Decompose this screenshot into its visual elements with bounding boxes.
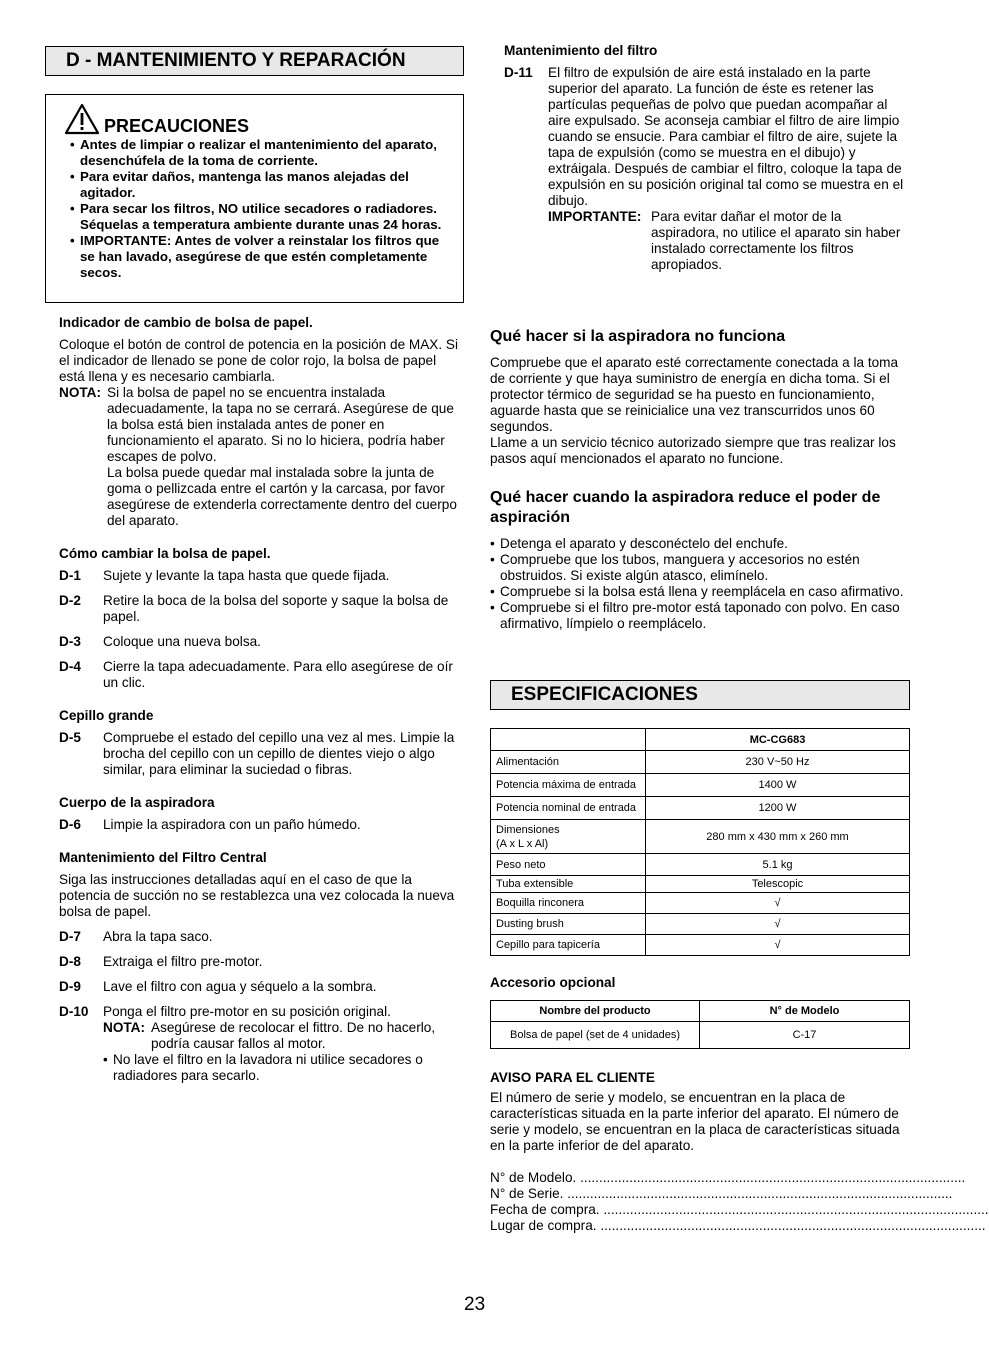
step-code: D-2: [59, 593, 81, 608]
table-row: [491, 751, 910, 774]
table-row: [491, 797, 910, 820]
indicator-text: Coloque el botón de control de potencia en la posición de MAX. Si el indicador de llenado se pone de color rojo, la bolsa de papel está llena y es necesario cambiarla.: [59, 337, 459, 384]
step-d11: [504, 65, 910, 273]
step-d10: [59, 1004, 459, 1084]
table-cell: Telescopic: [646, 876, 910, 893]
step-code: D-4: [59, 659, 81, 674]
field-line: N° de Serie. ......................................................................................................: [490, 1186, 953, 1201]
table-row: [491, 893, 910, 914]
indicator-title: Indicador de cambio de bolsa de papel.: [59, 315, 313, 330]
reduced-suction-title: Qué hacer cuando la aspiradora reduce el poder de aspiración: [490, 489, 881, 526]
central-filter-title: Mantenimiento del Filtro Central: [59, 850, 267, 865]
table-cell: [491, 729, 646, 751]
step-code: D-7: [59, 929, 81, 944]
step-text: Compruebe el estado del cepillo una vez al mes. Limpie la brocha del cepillo con un cepillo de dientes viejo o algo similar, para eliminar la suciedad o fibras.: [103, 730, 455, 777]
precautions-box: [45, 94, 464, 303]
not-working-title: Qué hacer si la aspiradora no funciona: [490, 328, 786, 345]
table-cell: 1400 W: [646, 774, 910, 797]
body-section: [59, 795, 459, 833]
step-text: Retire la boca de la bolsa del soporte y saque la bolsa de papel.: [103, 593, 449, 624]
list-item: • Antes de limpiar o realizar el mantenimiento del aparato, desenchúfela de la toma de corriente.: [70, 137, 437, 168]
list-item: • IMPORTANTE: Antes de volver a reinstalar los filtros que se han lavado, asegúrese de que estén completamente secos.: [70, 233, 440, 280]
step-code: D-3: [59, 634, 81, 649]
step-text: Limpie la aspiradora con un paño húmedo.: [103, 817, 361, 832]
important-label: IMPORTANTE:: [548, 209, 642, 224]
cell-line: (A x L x Al): [496, 837, 549, 850]
list-item: • Compruebe que los tubos, manguera y accesorios no estén obstruidos. Si existe algún atasco, elimínelo.: [490, 552, 860, 583]
step-text: Coloque una nueva bolsa.: [103, 634, 261, 649]
step-d2: [59, 593, 459, 625]
table-cell: √: [646, 914, 910, 935]
field-line: N° de Modelo. ......................................................................................................: [490, 1170, 966, 1185]
field-line: Fecha de compra. ......................................................................................................: [490, 1202, 989, 1217]
change-bag-title: Cómo cambiar la bolsa de papel.: [59, 546, 271, 561]
note-label: NOTA:: [103, 1020, 146, 1035]
step-code: D-1: [59, 568, 81, 583]
note-paragraph: La bolsa puede quedar mal instalada sobre la junta de goma o pellizcada entre el cartón y la carcasa, por favor asegúrese de extenderla correctamente dentro del cuerpo del aparato.: [107, 465, 457, 528]
list-item: • Compruebe si el filtro pre-motor está taponado con polvo. En caso afirmativo, límpielo o reemplácelo.: [490, 600, 900, 631]
notice-fields: [490, 1170, 989, 1234]
table-row: [491, 935, 910, 956]
d10-note: [103, 1020, 459, 1052]
section-title-maintenance: D - MANTENIMIENTO Y REPARACIÓN: [45, 46, 464, 76]
table-cell: Bolsa de papel (set de 4 unidades): [491, 1022, 700, 1049]
indicator-section: [59, 315, 459, 529]
list-item: • No lave el filtro en la lavadora ni utilice secadores o radiadores para secarlo.: [103, 1052, 423, 1083]
step-text: El filtro de expulsión de aire está instalado en la parte superior del aparato. La función de éste es retener las partículas pequeñas de polvo que puedan acompañar al aire expulsado. Se aconseja cambiar el filtro de aire limpio cuando se ensucie. Para cambiar el filtro de aire, sujete la tapa de expulsión (como se muestra en el dibujo) y extráigala. Después de cambiar el filtro, coloque la tapa de expulsión en su posición original tal como se muestra en el dibujo.: [548, 65, 904, 208]
not-working-section: [490, 327, 904, 467]
step-d4: [59, 659, 459, 691]
table-header: N° de Modelo: [700, 1001, 910, 1022]
table-cell: C-17: [700, 1022, 910, 1049]
filter-title: Mantenimiento del filtro: [504, 43, 658, 58]
table-cell: 5.1 kg: [646, 854, 910, 876]
reduced-suction-list: [490, 536, 904, 632]
important-text: Para evitar dañar el motor de la aspiradora, no utilice el aparato sin haber instalado correctamente los filtros apropiados.: [651, 209, 901, 272]
brush-title: Cepillo grande: [59, 708, 154, 723]
table-cell: 280 mm x 430 mm x 260 mm: [646, 820, 910, 854]
step-text: Ponga el filtro pre-motor en su posición original.: [103, 1004, 391, 1019]
field-label: N° de Serie.: [490, 1186, 564, 1201]
step-code: D-6: [59, 817, 81, 832]
table-row: [491, 1022, 910, 1049]
model-header: MC-CG683: [646, 729, 910, 751]
important-note: [548, 209, 910, 273]
list-item: • Para evitar daños, mantenga las manos alejadas del agitador.: [70, 169, 409, 200]
table-row: [491, 1001, 910, 1022]
step-d9: [59, 979, 459, 995]
list-item: • Detenga el aparato y desconéctelo del enchufe.: [490, 536, 788, 551]
table-cell: Potencia nominal de entrada: [491, 797, 646, 820]
step-d6: [59, 817, 459, 833]
precautions-list: [70, 137, 445, 281]
step-d5: [59, 730, 459, 778]
not-working-text: Llame a un servicio técnico autorizado siempre que tras realizar los pasos aquí mencionados el aparato no funcione.: [490, 435, 896, 466]
step-text: Extraiga el filtro pre-motor.: [103, 954, 263, 969]
field-line: Lugar de compra. ......................................................................................................: [490, 1218, 986, 1233]
step-d3: [59, 634, 459, 650]
step-code: D-9: [59, 979, 81, 994]
table-cell: Dusting brush: [491, 914, 646, 935]
step-text: Cierre la tapa adecuadamente. Para ello asegúrese de oír un clic.: [103, 659, 453, 690]
note-text: Asegúrese de recolocar el fittro. De no hacerlo, podría causar fallos al motor.: [151, 1020, 436, 1051]
note-paragraph: Si la bolsa de papel no se encuentra instalada adecuadamente, la tapa no se cerrará. Asegúrese de que la bolsa está bien instalada antes de poner en funcionamiento el aparato. Si no lo hiciera, podría haber escapes de polvo.: [107, 385, 454, 464]
step-code: D-8: [59, 954, 81, 969]
table-cell: Tuba extensible: [491, 876, 646, 893]
central-filter-section: [59, 850, 459, 1084]
table-row: [491, 914, 910, 935]
table-cell: Potencia máxima de entrada: [491, 774, 646, 797]
filter-section: [504, 43, 910, 273]
specs-table: [490, 728, 910, 956]
table-cell: √: [646, 893, 910, 914]
table-header: Nombre del producto: [491, 1001, 700, 1022]
step-code: D-10: [59, 1004, 89, 1019]
accessory-table: [490, 1000, 910, 1049]
step-d8: [59, 954, 459, 970]
central-filter-text: Siga las instrucciones detalladas aquí en el caso de que la potencia de succión no se restablezca una vez colocada la nueva bolsa de papel.: [59, 872, 455, 919]
table-row: [491, 820, 910, 854]
field-label: N° de Modelo.: [490, 1170, 577, 1185]
step-text: Lave el filtro con agua y séquelo a la sombra.: [103, 979, 377, 994]
step-code: D-11: [504, 65, 533, 80]
table-row: [491, 854, 910, 876]
table-cell: [491, 820, 646, 854]
section-title-specs: ESPECIFICACIONES: [490, 680, 910, 710]
accessory-title: Accesorio opcional: [490, 975, 616, 990]
step-d1: [59, 568, 459, 584]
step-text: Sujete y levante la tapa hasta que quede fijada.: [103, 568, 390, 583]
table-cell: Cepillo para tapicería: [491, 935, 646, 956]
table-cell: 1200 W: [646, 797, 910, 820]
table-row: [491, 774, 910, 797]
warning-icon: [64, 103, 100, 135]
not-working-text: Compruebe que el aparato esté correctamente conectada a la toma de corriente y que haya suministro de energía en dicha toma. Si el protector térmico de seguridad se ha puesto en funcionamiento, aguarde hasta que se reinicialice una vez transcurridos unos 60 segundos.: [490, 355, 899, 434]
body-title: Cuerpo de la aspiradora: [59, 795, 215, 810]
notice-text: El número de serie y modelo, se encuentran en la placa de características situada en la parte inferior del aparato. El número de serie y modelo, se encuentran en la placa de características situada en la parte inferior de del aparato.: [490, 1090, 900, 1153]
table-cell: √: [646, 935, 910, 956]
step-text: Abra la tapa saco.: [103, 929, 213, 944]
note-label: NOTA:: [59, 385, 102, 400]
step-code: D-5: [59, 730, 81, 745]
field-label: Fecha de compra.: [490, 1202, 600, 1217]
cell-line: Dimensiones: [496, 823, 560, 836]
indicator-note: [59, 385, 459, 529]
field-label: Lugar de compra.: [490, 1218, 597, 1233]
table-row: [491, 876, 910, 893]
notice-title: AVISO PARA EL CLIENTE: [490, 1070, 655, 1085]
table-cell: 230 V~50 Hz: [646, 751, 910, 774]
change-bag-section: [59, 546, 459, 691]
list-item: • Para secar los filtros, NO utilice secadores o radiadores. Séquelas a temperatura ambiente durante unas 24 horas.: [70, 201, 442, 232]
table-cell: Alimentación: [491, 751, 646, 774]
table-cell: Peso neto: [491, 854, 646, 876]
table-cell: Boquilla rinconera: [491, 893, 646, 914]
page-number: 23: [464, 1294, 486, 1315]
list-item: • Compruebe si la bolsa está llena y reemplácela en caso afirmativo.: [490, 584, 904, 599]
precautions-title: PRECAUCIONES: [104, 116, 250, 136]
reduced-suction-section: [490, 488, 904, 632]
step-d7: [59, 929, 459, 945]
customer-notice: [490, 1070, 989, 1234]
brush-section: [59, 708, 459, 778]
table-row: [491, 729, 910, 751]
